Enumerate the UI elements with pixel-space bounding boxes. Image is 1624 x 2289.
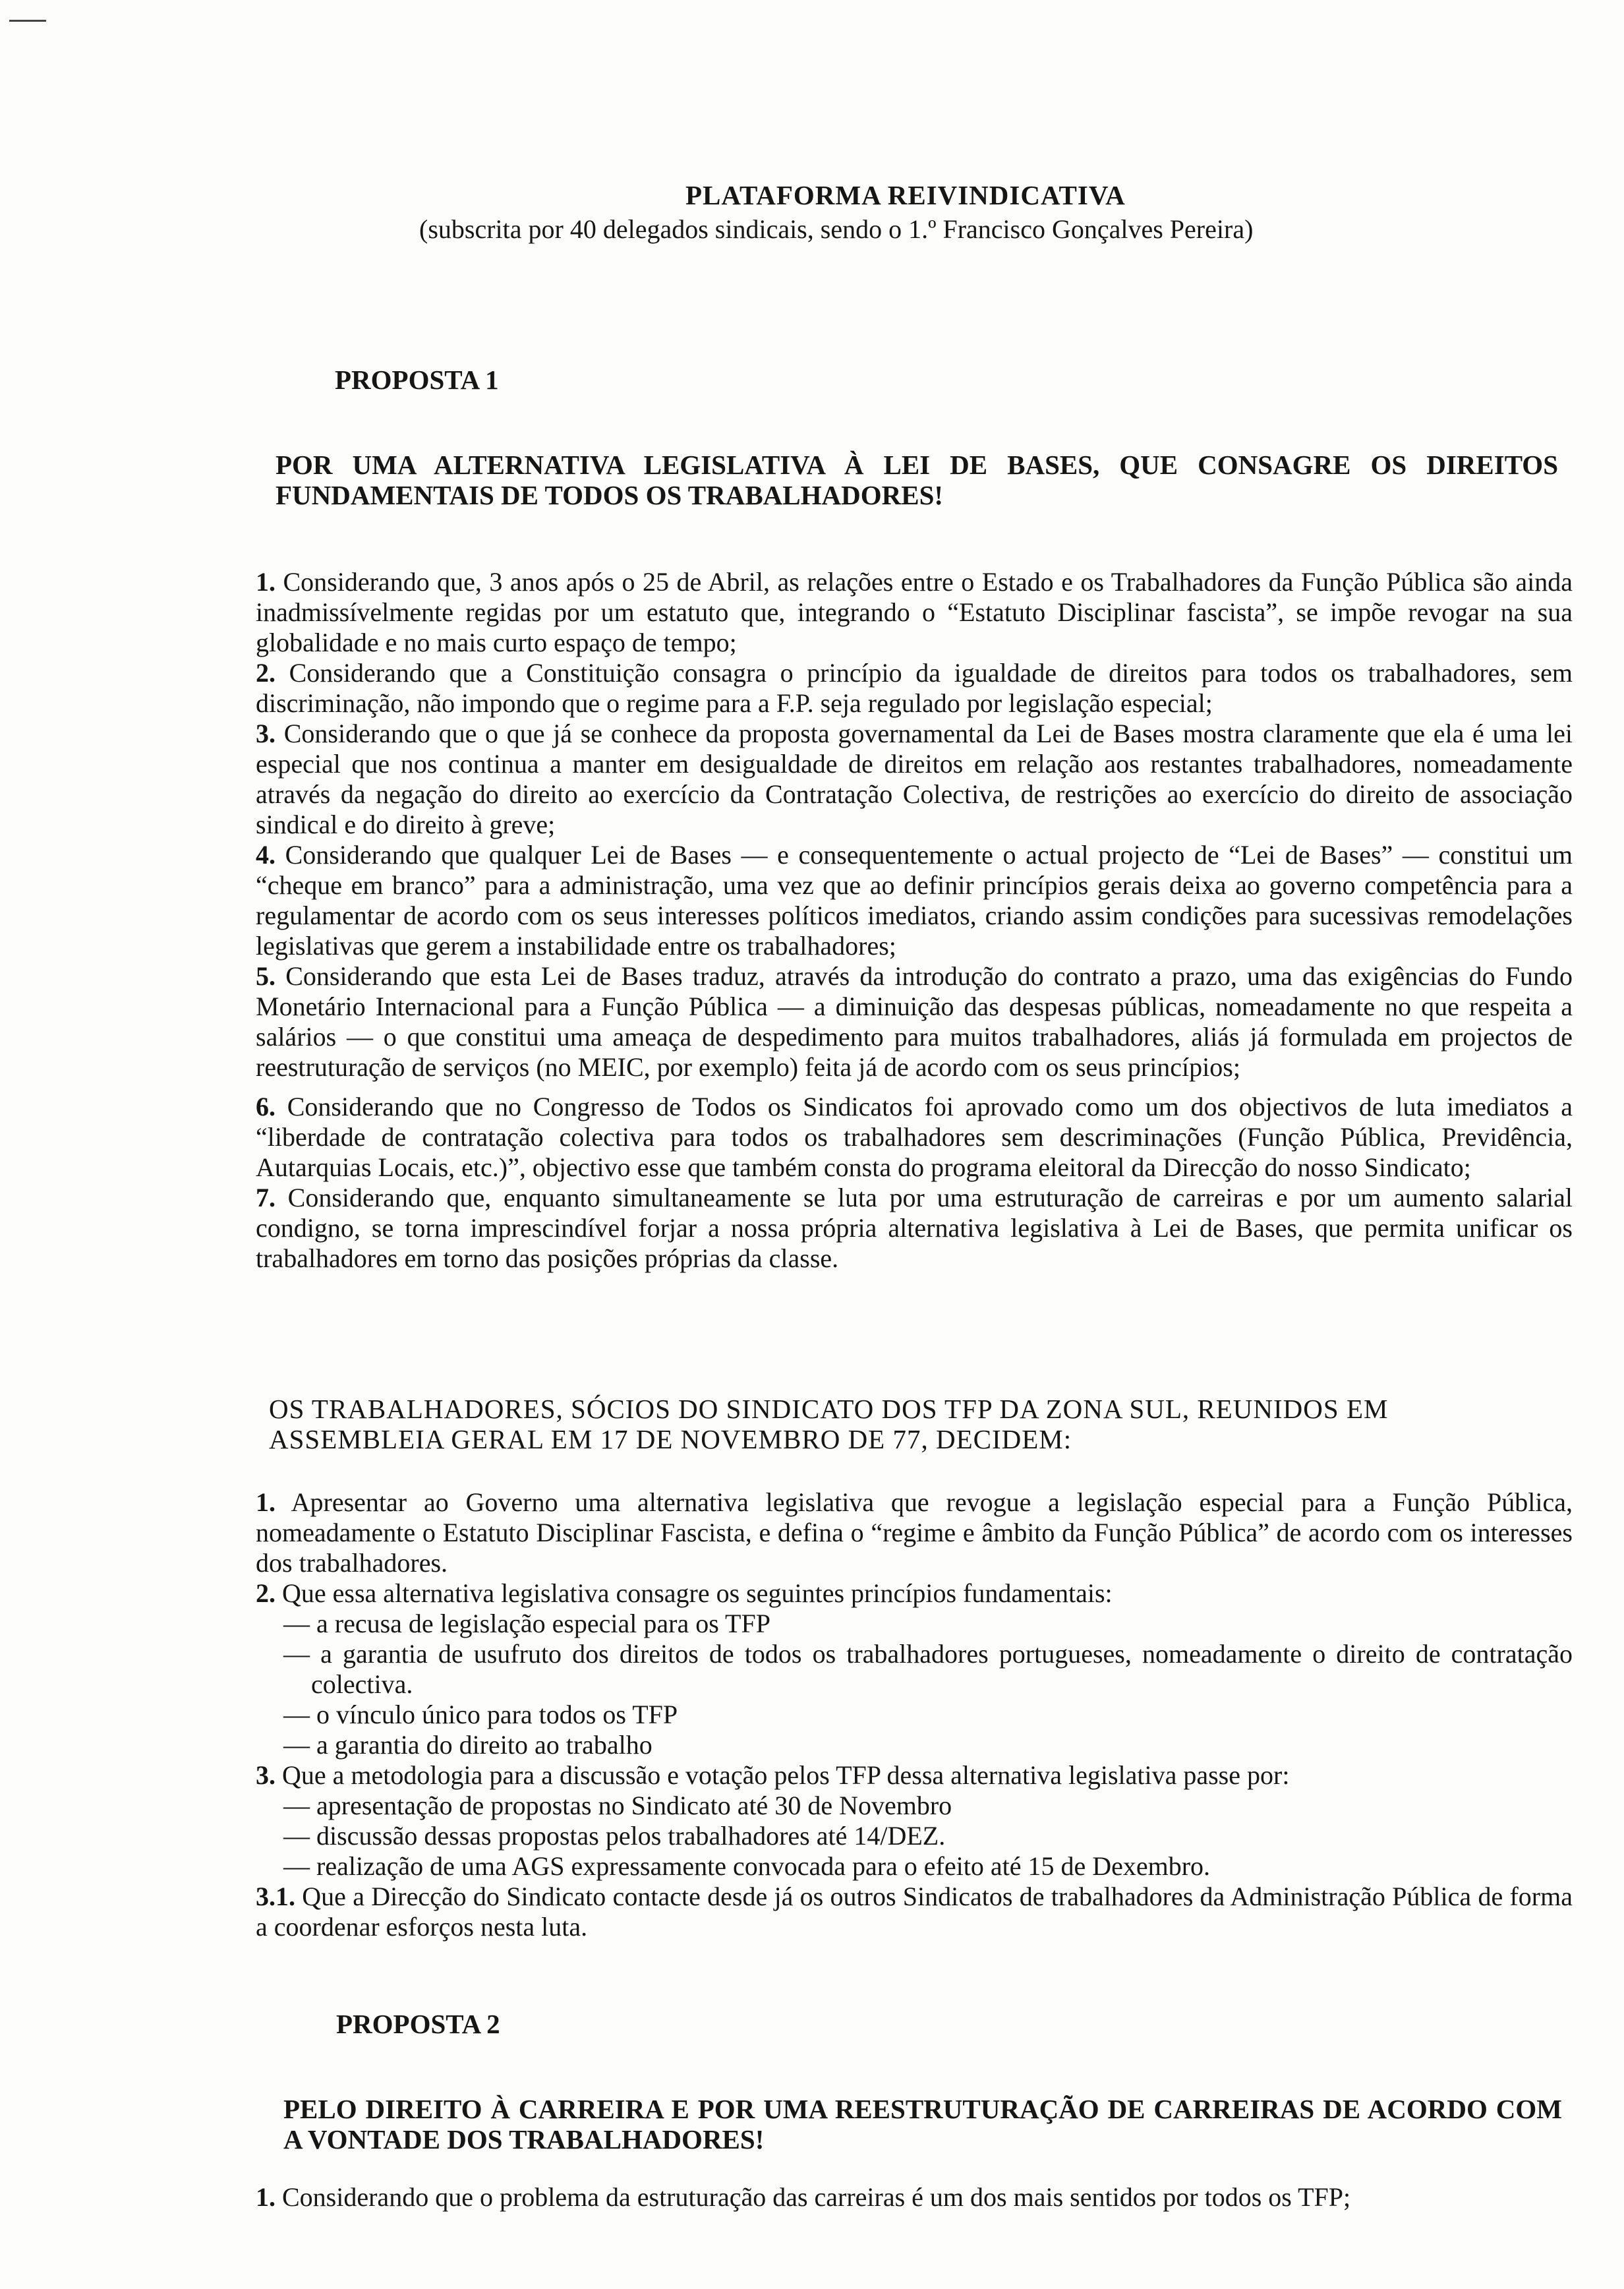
considerando-6: 6. Considerando que no Congresso de Todos os Sindicatos foi aprovado como um dos objectivos de luta imediatos a “liberdade de contratação colectiva para todos os trabalhadores sem descriminações (Função Pública, Previdência, Autarquias Locais, etc.)”, objectivo esse que também consta do programa eleitoral da Direcção do nosso Sindicato; <box>256 1092 1573 1182</box>
list-item: — a recusa de legislação especial para os TFP <box>283 1609 770 1638</box>
decision-3: 3. Que a metodologia para a discussão e votação pelos TFP dessa alternativa legislativa passe por: <box>256 1760 1290 1790</box>
proposta-2-label: PROPOSTA 2 <box>336 2009 500 2039</box>
proposta-2-heading: PELO DIREITO À CARREIRA E POR UMA REESTRUTURAÇÃO DE CARREIRAS DE ACORDO COM A VONTADE DOS TRABALHADORES! <box>283 2094 1562 2155</box>
proposta-1-label: PROPOSTA 1 <box>335 365 499 395</box>
considerando-1: 1. Considerando que, 3 anos após o 25 de Abril, as relações entre o Estado e os Trabalhadores da Função Pública são ainda inadmissívelmente regidas por um estatuto que, integrando o “Estatuto Disciplinar fascista”, se impõe revogar na sua globalidade e no mais curto espaço de tempo; <box>256 567 1573 657</box>
list-item: — apresentação de propostas no Sindicato até 30 de Novembro <box>283 1791 952 1820</box>
decision-3-list <box>256 1791 1573 1882</box>
decision-2: 2. Que essa alternativa legislativa consagre os seguintes princípios fundamentais: <box>256 1578 1113 1608</box>
list-item: — a garantia do direito ao trabalho <box>283 1730 652 1760</box>
proposta-1-heading: POR UMA ALTERNATIVA LEGISLATIVA À LEI DE BASES, QUE CONSAGRE OS DIREITOS FUNDAMENTAIS DE TODOS OS TRABALHADORES! <box>276 450 1558 510</box>
decision-3-1: 3.1. Que a Direcção do Sindicato contacte desde já os outros Sindicatos de trabalhadores da Administração Pública de forma a coordenar esforços nesta luta. <box>256 1882 1573 1942</box>
list-item: — realização de uma AGS expressamente convocada para o efeito até 15 de Dexembro. <box>283 1851 1211 1881</box>
considerando-2: 2. Considerando que a Constituição consagra o princípio da igualdade de direitos para todos os trabalhadores, sem discriminação, não impondo que o regime para a F.P. seja regulado por legislação especial; <box>256 658 1573 718</box>
list-item: — a garantia de usufruto dos direitos de todos os trabalhadores portugueses, nomeadamente o direito de contratação colectiva. <box>283 1639 1573 1699</box>
decision-2-list <box>256 1609 1573 1760</box>
considerando-5: 5. Considerando que esta Lei de Bases traduz, através da introdução do contrato a prazo, uma das exigências do Fundo Monetário Internacional para a Função Pública — a diminuição das despesas públicas, nomeadamente no que respeita a salários — o que constitui uma ameaça de despedimento para muitos trabalhadores, aliás já formulada em projectos de reestruturação de serviços (no MEIC, por exemplo) feita já de acordo com os seus princípios; <box>256 961 1573 1082</box>
scan-mark <box>9 20 46 22</box>
proposta-1-decisions <box>256 1487 1573 1942</box>
proposta-2-considerando-1: 1. Considerando que o problema da estruturação das carreiras é um dos mais sentidos por todos os TFP; <box>256 2182 1351 2212</box>
proposta-2-considerandos <box>256 2182 1573 2213</box>
proposta-1-considerandos <box>256 567 1573 1274</box>
assembly-decision-heading: OS TRABALHADORES, SÓCIOS DO SINDICATO DOS TFP DA ZONA SUL, REUNIDOS EM ASSEMBLEIA GERAL EM 17 DE NOVEMBRO DE 77, DECIDEM: <box>269 1394 1389 1454</box>
considerando-4: 4. Considerando que qualquer Lei de Bases — e consequentemente o actual projecto de “Lei de Bases” — constitui um “cheque em branco” para a administração, uma vez que ao definir princípios gerais deixa ao governo competência para a regulamentar de acordo com os seus interesses políticos imediatos, criando assim condições para sucessivas remodelações legislativas que gerem a instabilidade entre os trabalhadores; <box>256 840 1573 961</box>
decision-1: 1. Apresentar ao Governo uma alternativa legislativa que revogue a legislação especial para a Função Pública, nomeadamente o Estatuto Disciplinar Fascista, e defina o “regime e âmbito da Função Pública” de acordo com os interesses dos trabalhadores. <box>256 1487 1573 1578</box>
document-subtitle: (subscrita por 40 delegados sindicais, sendo o 1.º Francisco Gonçalves Pereira) <box>419 214 1254 244</box>
document-title: PLATAFORMA REIVINDICATIVA <box>685 180 1126 210</box>
list-item: — o vínculo único para todos os TFP <box>283 1700 678 1729</box>
list-item: — discussão dessas propostas pelos trabalhadores até 14/DEZ. <box>283 1821 946 1851</box>
considerando-7: 7. Considerando que, enquanto simultaneamente se luta por uma estruturação de carreiras e por um aumento salarial condigno, se torna imprescindível forjar a nossa própria alternativa legislativa à Lei de Bases, que permita unificar os trabalhadores em torno das posições próprias da classe. <box>256 1183 1573 1273</box>
considerando-3: 3. Considerando que o que já se conhece da proposta governamental da Lei de Bases mostra claramente que ela é uma lei especial que nos continua a manter em desigualdade de direitos em relação aos restantes trabalhadores, nomeadamente através da negação do direito ao exercício da Contratação Colectiva, de restrições ao exercício do direito de associação sindical e do direito à greve; <box>256 719 1573 839</box>
